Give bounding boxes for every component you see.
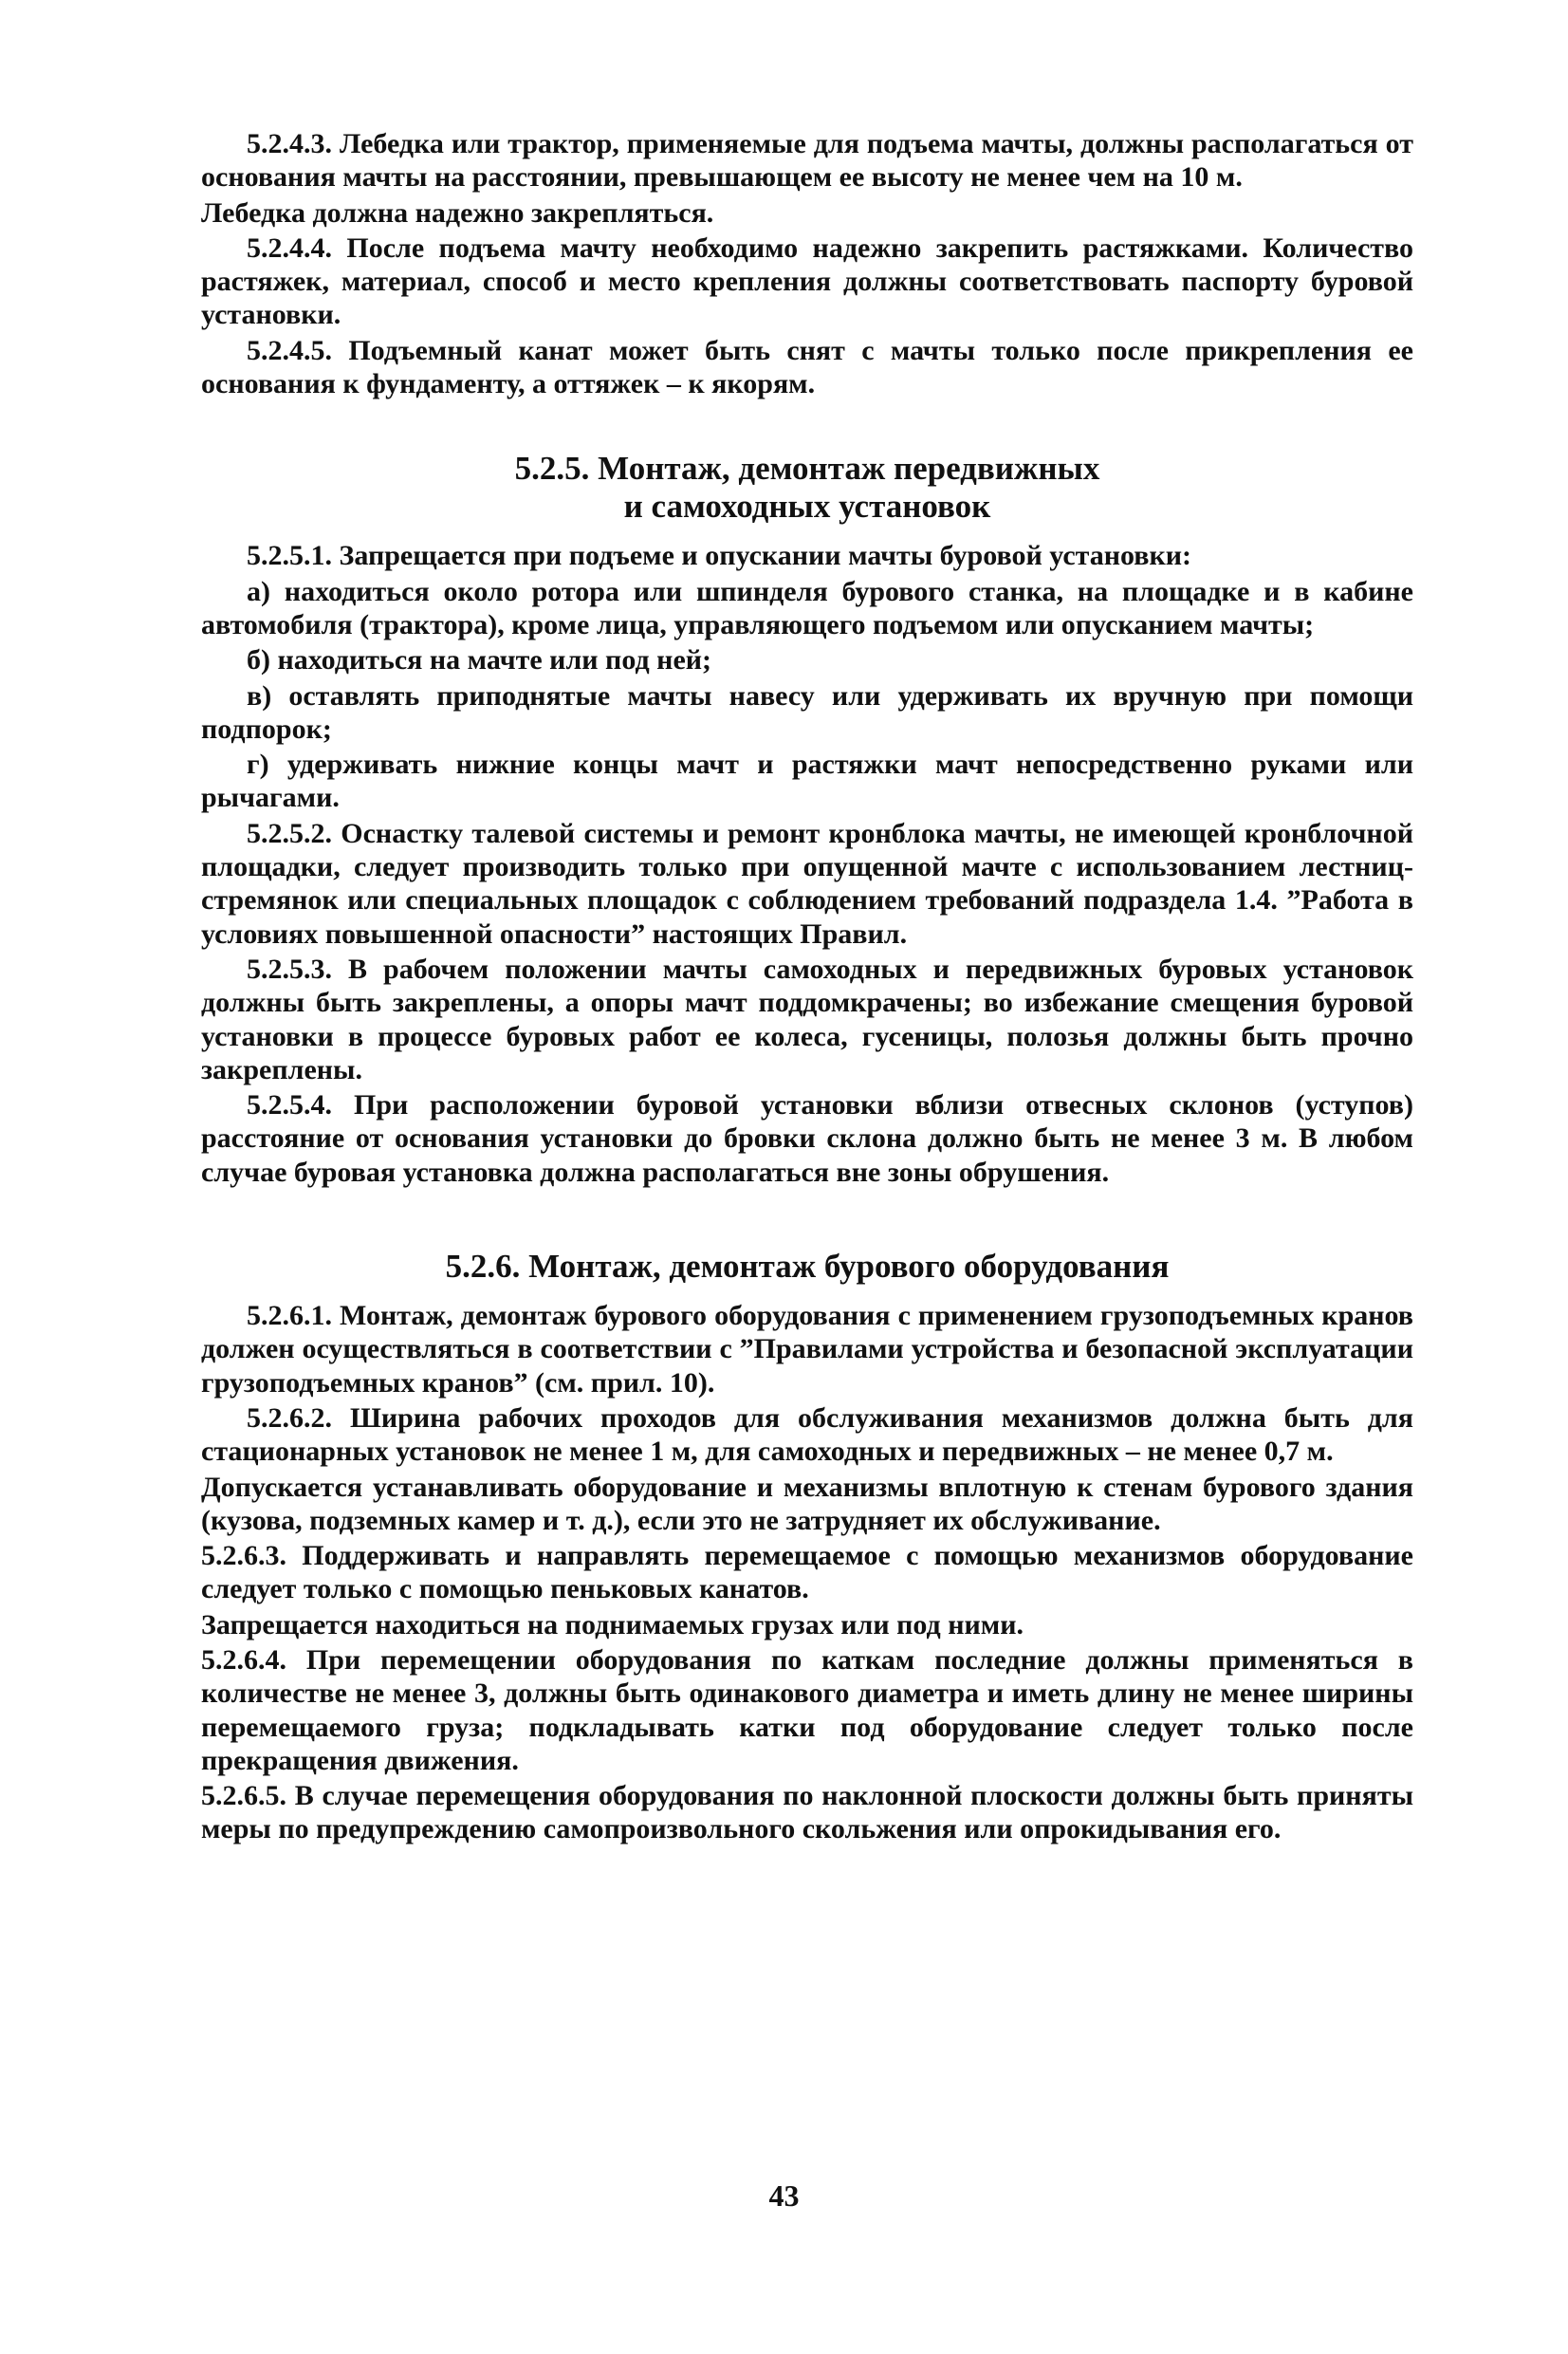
list-item-b: б) находиться на мачте или под ней; (247, 644, 712, 677)
paragraph-5-2-6-4: 5.2.6.4. При перемещении оборудования по каткам последние должны применяться в количестве не менее 3, должны быть одинакового диаметра и иметь длину не менее ширины перемещаемого груза; подкладывать катки под оборудование следует только после прекращения движения. (201, 1643, 1413, 1776)
paragraph-5-2-5-1: 5.2.5.1. Запрещается при подъеме и опускании мачты буровой установки: (247, 540, 1192, 572)
paragraph-5-2-5-2: 5.2.5.2. Оснастку талевой системы и ремонт кронблока мачты, не имеющей кронблочной площадки, следует производить только при опущенной мачте с использованием лестниц-стремянок или специальных площадок с соблюдением требований подраздела 1.4. ”Работа в условиях повышенной опасности” настоящих Правил. (201, 817, 1413, 950)
list-item-g: г) удерживать нижние концы мачт и растяжки мачт непосредственно руками или рычагами. (201, 749, 1413, 814)
paragraph-5-2-5-4: 5.2.5.4. При расположении буровой установки вблизи отвесных склонов (уступов) расстояние от основания установки до бровки склона должно быть не менее 3 м. В любом случае буровая установка должна располагаться вне зоны обрушения. (201, 1089, 1413, 1188)
paragraph-allowed-installation: Допускается устанавливать оборудование и механизмы вплотную к стенам бурового здания (кузова, подземных камер и т. д.), если это не затрудняет их обслуживание. (201, 1471, 1413, 1536)
list-item-a: а) находиться около ротора или шпинделя бурового станка, на площадке и в кабине автомобиля (трактора), кроме лица, управляющего подъемом или опусканием мачты; (201, 575, 1413, 640)
section-heading-5-2-6: 5.2.6. Монтаж, демонтаж бурового оборудования (445, 1248, 1170, 1286)
paragraph-5-2-4-5: 5.2.4.5. Подъемный канат может быть снят с мачты только после прикрепления ее основания к фундаменту, а оттяжек – к якорям. (201, 334, 1413, 400)
section-heading-5-2-5 (201, 450, 1413, 526)
list-item-v: в) оставлять приподнятые мачты навесу или удерживать их вручную при помощи подпорок; (201, 679, 1413, 745)
paragraph-5-2-6-2: 5.2.6.2. Ширина рабочих проходов для обслуживания механизмов должна быть для стационарных установок не менее 1 м, для самоходных и передвижных – не менее 0,7 м. (201, 1401, 1413, 1468)
paragraph-5-2-6-1: 5.2.6.1. Монтаж, демонтаж бурового оборудования с применением грузоподъемных кранов должен осуществляться в соответствии с ”Правилами устройства и безопасной эксплуатации грузоподъемных кранов” (см. прил. 10). (201, 1300, 1413, 1399)
paragraph-5-2-5-3: 5.2.5.3. В рабочем положении мачты самоходных и передвижных буровых установок должны быть закреплены, а опоры мачт поддомкрачены; во избежание смещения буровой установки в процессе буровых работ ее колеса, гусеницы, полозья должны быть прочно закреплены. (201, 953, 1413, 1085)
paragraph-5-2-4-4: 5.2.4.4. После подъема мачту необходимо надежно закрепить растяжками. Количество растяжек, материал, способ и место крепления должны соответствовать паспорту буровой установки. (201, 232, 1413, 331)
paragraph-5-2-6-3: 5.2.6.3. Поддерживать и направлять перемещаемое с помощью механизмов оборудование следует только с помощью пеньковых канатов. (201, 1540, 1413, 1605)
paragraph-5-2-4-3: 5.2.4.3. Лебедка или трактор, применяемые для подъема мачты, должны располагаться от основания мачты на расстоянии, превышающем ее высоту не менее чем на 10 м. (201, 128, 1413, 194)
heading-line-2: и самоходных установок (623, 488, 991, 526)
document-page (201, 127, 1413, 1848)
heading-line-1: 5.2.5. Монтаж, демонтаж передвижных (514, 450, 1100, 488)
page-number: 43 (768, 2178, 800, 2213)
paragraph-prohibited-on-loads: Запрещается находиться на поднимаемых грузах или под ними. (201, 1608, 1024, 1640)
paragraph-winch-fixing: Лебедка должна надежно закрепляться. (201, 196, 714, 229)
paragraph-5-2-6-5: 5.2.6.5. В случае перемещения оборудования по наклонной плоскости должны быть приняты меры по предупреждению самопроизвольного скольжения или опрокидывания его. (201, 1780, 1413, 1845)
